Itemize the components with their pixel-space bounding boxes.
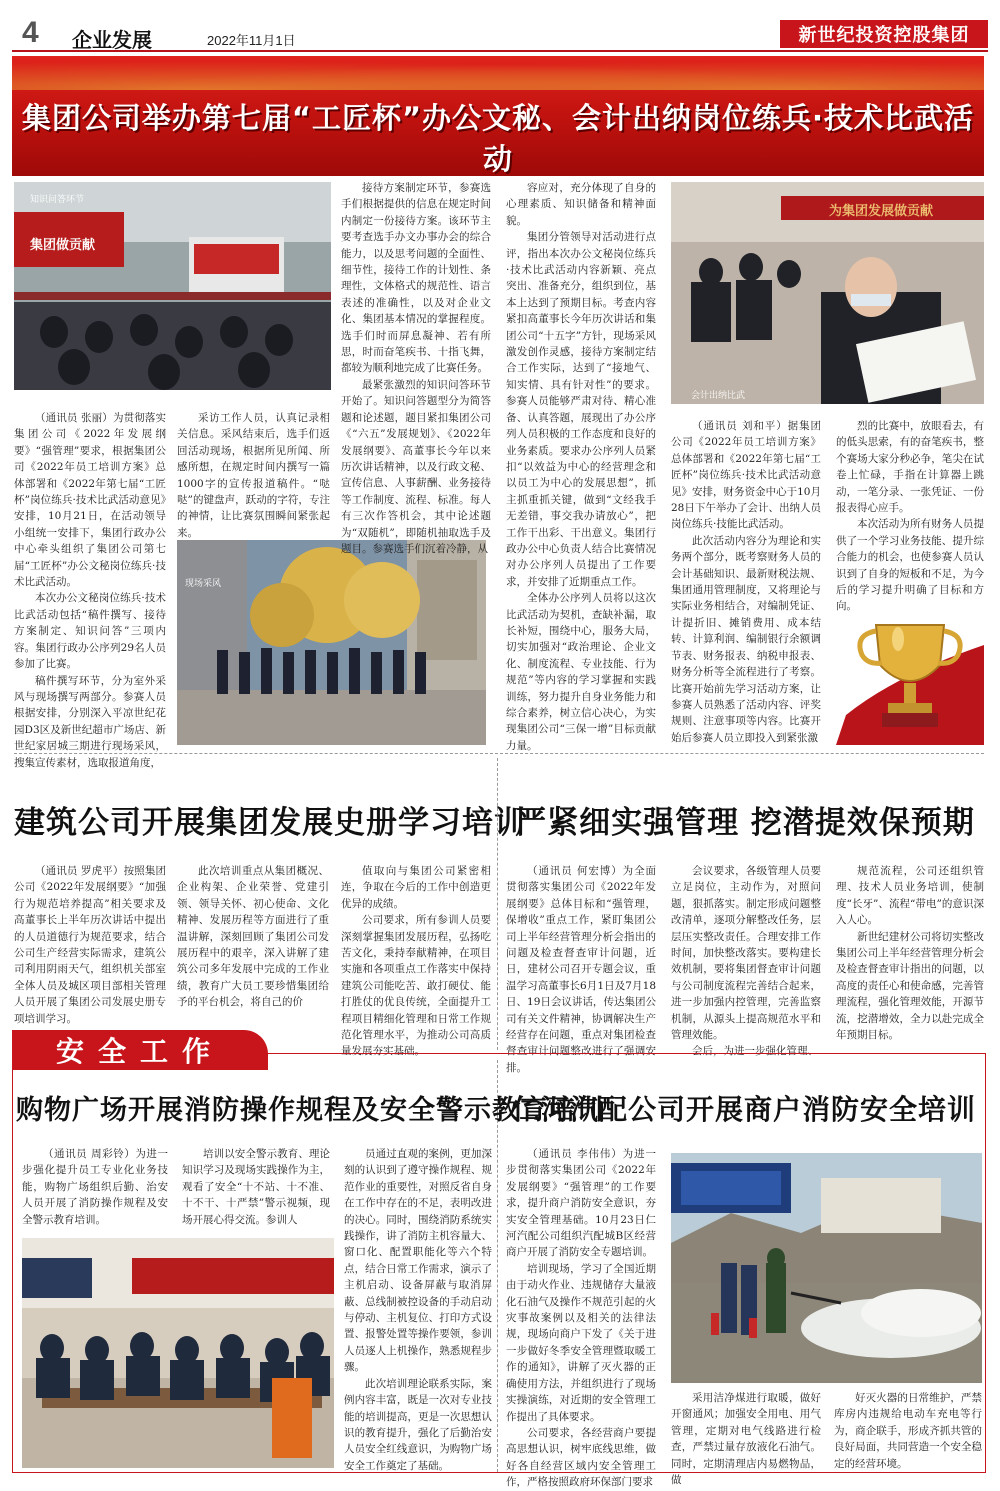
photo-caption: 现场采风 — [185, 579, 222, 589]
article4-column1 — [22, 1146, 168, 1232]
article5-headline: 仁河汽配公司开展商户消防安全培训 — [511, 1093, 976, 1126]
paragraph: 集团分管领导对活动进行点评，指出本次办公文秘岗位练兵·技术比武活动内容新颖、亮点突出、准备充分，组织到位，基本上达到了预期目标。考查内容紧扣高董事长今年历次讲话和集团公司“十五字”方针，现场采风激发创作灵感，接待方案制定结合工作实际，达到了“接地气、知实情、具有针对性”的要求。参赛人员能够严肃对待、精心准备、认真答题，展现出了办公序列人员积极的工作态度和良好的业务素质。要求办公序列人员紧扣“以效益为中心的经营理念和以员工为中心的发展思想”，抓主抓重抓关键，做到“文经我手无差错，事交我办请放心”，把工作干出彩、干出意义。集团行政办公中心负责人结合比赛情况对办公序列人员提出了工作要求，并安排了近期重点工作。 — [506, 231, 656, 588]
paragraph: 公司要求，各经营商户要提高思想认识，树牢底线思维，做好各自经营区域内安全管理工作，严格按照政府环保部门要求 — [506, 1426, 656, 1489]
article3-headline: 严紧细实强管理 挖潜提效保预期 — [515, 805, 975, 841]
paragraph: 采访工作人员，认真记录相关信息。采风结束后，选手们返回活动现场，根据所见所闻、所感所想，在规定时间内撰写一篇1000字的宣传报道稿件。“哒哒”的键盘声，跃动的字符，专注的神情，让比赛氛围瞬间紧张起来。 — [177, 412, 330, 539]
banner-title: 集团公司举办第七届“工匠杯”办公文秘、会计出纳岗位练兵·技术比武活动 — [21, 101, 975, 176]
section-divider — [14, 753, 984, 754]
paragraph: 最紧张激烈的知识问答环节开始了。知识问答题型分为简答题和论述题，题目紧扣集团公司《“六五”发展规划》、《2022年发展纲要》、高董事长今年以来历次讲话精神，以及行政文秘、宣传信息、人事薪酬、业务接待等工作制度、流程、标准。每人有三次作答机会，其中论述题为“双随机”，即随机抽取选手及题目。参赛选手们沉着冷静，从 — [341, 378, 491, 555]
article2-headline: 建筑公司开展集团发展史册学习培训 — [14, 805, 526, 841]
photo-wall-text: 集团做贡献 — [30, 237, 96, 252]
photo-accounting-contest — [671, 182, 984, 404]
section-title: 企业发展 — [72, 30, 152, 52]
article1-column3 — [341, 180, 491, 555]
photo-wall-text: 为集团发展做贡献 — [829, 203, 934, 218]
article2-column1 — [14, 863, 166, 1049]
paragraph: 员通过直观的案例，更加深刻的认识到了遵守操作规程、规范作业的重要性，对照反省自身在工作中存在的不足，表明改进的决心。同时，围绕消防系统实践操作，讲了消防主机容量大、窗口化、配置职能化等六个特点，结合日常工作需求，演示了主机启动、设备屏蔽与取消屏蔽、总线制被控设备的手动启动与停动、主机复位、打印方式设置、报警处置等操作要领，参训人员逐人上机操作，熟悉规程步骤。 — [344, 1148, 492, 1374]
article4-headline: 购物广场开展消防操作规程及安全警示教育培训 — [16, 1095, 604, 1126]
article5-column2 — [671, 1390, 821, 1487]
article4-column2 — [182, 1146, 330, 1232]
article3-column1 — [506, 863, 656, 1074]
paragraph: （通讯员 罗虎平）按照集团公司《2022年发展纲要》“加强行为规范培养提高”相关要求及高董事长上半年历次讲话中提出的人员道德行为规范要求，结合公司生产经营实际需求，建筑公司利用阴雨天气，组织机关部室全体人员及城区项目部相关管理人员开展了集团公司发展史册专项培训学习。 — [14, 865, 166, 1025]
paragraph: 会后，为进一步强化管理、 — [692, 1045, 818, 1058]
photo-fire-training — [22, 1238, 334, 1468]
brand-logo: 新世纪投资控股集团 — [780, 20, 988, 48]
article1-column4 — [506, 180, 656, 752]
photo-caption: 会计出纳比武 — [691, 391, 746, 401]
article1-column2 — [177, 410, 330, 539]
paragraph: 值取向与集团公司紧密相连，争取在今后的工作中创造更优异的成绩。 — [341, 865, 491, 910]
paragraph: 本次办公文秘岗位练兵·技术比武活动包括“稿件撰写、接待方案制定、知识问答”三项内容。集团行政办公序列29名人员参加了比赛。 — [14, 592, 166, 671]
paragraph: 规范流程，公司还组织管理、技术人员业务培训，使制度“长牙”、流程“带电”的意识深入人心。 — [836, 865, 984, 927]
paragraph: （通讯员 周彩铃）为进一步强化提升员工专业化业务技能，购物广场组织后勤、治安人员开展了消防操作规程及安全警示教育培训。 — [22, 1148, 168, 1226]
paragraph: 好灭火器的日常维护，严禁库房内违规给电动车充电等行为，商企联手，形成齐抓共管的良好局面，共同营造一个安全稳定的经营环境。 — [834, 1392, 982, 1470]
article3-column3 — [836, 863, 984, 1049]
photo-field-interview — [177, 540, 486, 745]
article1-column6 — [836, 418, 984, 613]
paragraph: （通讯员 张丽）为贯彻落实集团公司《2022年发展纲要》“强管理”要求，根据集团公司《2022年员工培训方案》总体部署和《2022年第七届“工匠杯”岗位练兵·技术比武活动意见》安排，10月21日，在活动领导小组统一安排下，集团行政办公中心牵头组织了集团公司第七届“工匠杯”办公文秘岗位练兵·技术比武活动。 — [14, 412, 166, 589]
photo-knowledge-quiz — [14, 182, 331, 390]
article1-column1 — [14, 410, 166, 769]
paragraph: 稿件撰写环节，分为室外采风与现场撰写两部分。参赛人员根据安排，分别深入平凉世纪花园D3区及新世纪超市广场店、新世纪家居城三期进行现场采风，搜集宣传素材，选取报道角度， — [14, 674, 166, 769]
paragraph: 此次培训理论联系实际，案例内容丰富，既是一次对专业技能的培训提高，更是一次思想认识的教育提升，强化了后勤治安人员安全红线意识，为购物广场安全工作奠定了基础。 — [344, 1377, 492, 1472]
paragraph: 此次活动内容分为理论和实务两个部分，既考察财务人员的会计基础知识、最新财税法规、集团通用管理制度，又将理论与实际业务相结合，对编制凭证、计提折旧、摊销费用、成本结转、计算利润、编制银行余额调节表、财务报表、纳税申报表、财务分析等全流程进行了考察。比赛开始前先学习活动方案，让参赛人员熟悉了活动内容、评奖规则、注意事项等内容。比赛开始后参赛人员立即投入到紧张激 — [671, 534, 821, 744]
photo-caption: 知识问答环节 — [30, 195, 85, 205]
paragraph: 采用洁净煤进行取暖，做好开窗通风；加强安全用电、用气管理，定期对电气线路进行检查，严禁过量存放液化石油气。同时，定期清理店内易燃物品，做 — [671, 1392, 821, 1487]
article4-column3 — [344, 1146, 492, 1472]
paragraph: 烈的比赛中，放眼看去，有的低头思索，有的奋笔疾书，整个赛场大家分秒必争，笔尖在试卷上忙碌，手指在计算器上跳动，一笔分录、一张凭证、一份报表得心应手。 — [836, 420, 984, 515]
paragraph: 全体办公序列人员将以这次比武活动为契机，查缺补漏，取长补短，围绕中心，服务大局，切实加强对“政治理论、企业文化、制度流程、专业技能、行为规范”等内容的学习掌握和实践训练，努力提升自身业务能力和综合素养，树立信心决心，为实现集团公司“三保一增”目标贡献力量。 — [506, 592, 656, 752]
safety-section-tab: 安全工作 — [12, 1030, 268, 1070]
paragraph: 会议要求，各级管理人员要立足岗位，主动作为，对照问题，狠抓落实。制定形成问题整改清单，逐项分解整改任务，层层压实整改责任。合理安排工作时间，加快整改落实。要构建长效机制，要将集团督查审计问题与公司制度流程完善结合起来，进一步加强内控管理，完善监察机制，从源头上提高规范水平和管理效能。 — [671, 865, 821, 1042]
paragraph: 容应对，充分体现了自身的心理素质、知识储备和精神面貌。 — [506, 182, 656, 227]
page-header — [12, 14, 988, 52]
paragraph: （通讯员 何宏博）为全面贯彻落实集团公司《2022年发展纲要》总体目标和“强管理，保增收”重点工作，紧盯集团公司上半年经营管理分析会指出的问题及检查督查审计问题，近日，建材公司召开专题会议，重温学习高董事长6月1日及7月18日、19日会议讲话，传达集团公司有关文件精神，协调解决生产经营存在问题，重点对集团检查督查审计问题整改进行了强调安排。 — [506, 865, 656, 1074]
column-divider — [497, 758, 498, 1050]
paragraph: 接待方案制定环节，参赛选手们根据提供的信息在规定时间内制定一份接待方案。该环节主要考查选手办文办事办会的综合能力，以及思考问题的全面性、细节性，接待工作的计划性、条理性，文体格式的规范性、语言表述的准确性，以及对企业文化、集团基本情况的掌握程度。选手们时而屏息凝神、若有所思，时而奋笔疾书、十指飞舞，都较为顺利地完成了比赛任务。 — [341, 182, 491, 375]
paragraph: 本次活动为所有财务人员提供了一个学习业务技能、提升综合能力的机会，也使参赛人员认识到了自身的短板和不足，为今后的学习提升明确了目标和方向。 — [836, 518, 984, 613]
photo-extinguisher-drill — [671, 1153, 982, 1383]
article2-column3 — [341, 863, 491, 1058]
issue-date: 2022年11月1日 — [207, 33, 296, 48]
paragraph: （通讯员 李伟伟）为进一步贯彻落实集团公司《2022年发展纲要》“强管理”的工作要求，提升商户消防安全意识，夯实安全管理基础。10月23日仁河汽配公司组织汽配城B区经营商户开展了消防安全专题培训。 — [506, 1148, 656, 1259]
paragraph: 此次培训重点从集团概况、企业构架、企业荣誉、党建引领、领导关怀、初心使命、文化精神、发展历程等方面进行了重温讲解，深刻回顾了集团公司发展历程中的艰辛，深入讲解了建筑公司多年发展中完成的工作业绩，教育广大员工要珍惜集团给予的平台机会，将自己的价 — [177, 865, 329, 1009]
paragraph: 新世纪建材公司将切实整改集团公司上半年经营管理分析会及检查督查审计指出的问题，以高度的责任心和使命感，完善管理流程，强化管理效能，开源节流，挖潜增效，全力以赴完成全年预期目标。 — [836, 930, 984, 1042]
paragraph: 培训以安全警示教育、理论知识学习及现场实践操作为主，观看了安全“十不站、十不准、十不干、十严禁”警示视频，现场开展心得交流。参训人 — [182, 1148, 330, 1226]
article1-column5 — [671, 418, 821, 746]
paragraph: （通讯员 刘和平）据集团公司《2022年员工培训方案》总体部署和《2022年第七届“工匠杯”岗位练兵·技术比武活动意见》安排，财务资金中心于10月28日下午举办了会计、出纳人员岗位练兵·技能比武活动。 — [671, 420, 821, 531]
trophy-image — [836, 605, 984, 745]
main-banner — [12, 56, 984, 176]
paragraph: 公司要求，所有参训人员要深刻掌握集团发展历程，弘扬吃苦文化，秉持奉献精神，在项目实施和各项重点工作落实中保持建筑公司能吃苦、敢打硬仗、能打胜仗的优良传统，全面提升工程项目精细化管理和日常工作规范化管理水平，为推动公司高质量发展夯实基础。 — [341, 914, 491, 1058]
article2-column2 — [177, 863, 329, 1049]
article5-column1 — [506, 1146, 656, 1489]
paragraph: 培训现场，学习了全国近期由于动火作业、违规储存大量液化石油气及操作不规范引起的火灾事故案例以及相关的法律法规，现场向商户下发了《关于进一步做好冬季安全管理暨取暖工作的通知》，讲解了灭火器的正确使用方法，并组织进行了现场实操演练，对近期的安全管理工作提出了具体要求。 — [506, 1262, 656, 1423]
article5-column3 — [834, 1390, 982, 1470]
page-number: 4 — [22, 16, 39, 49]
article3-column2 — [671, 863, 821, 1058]
